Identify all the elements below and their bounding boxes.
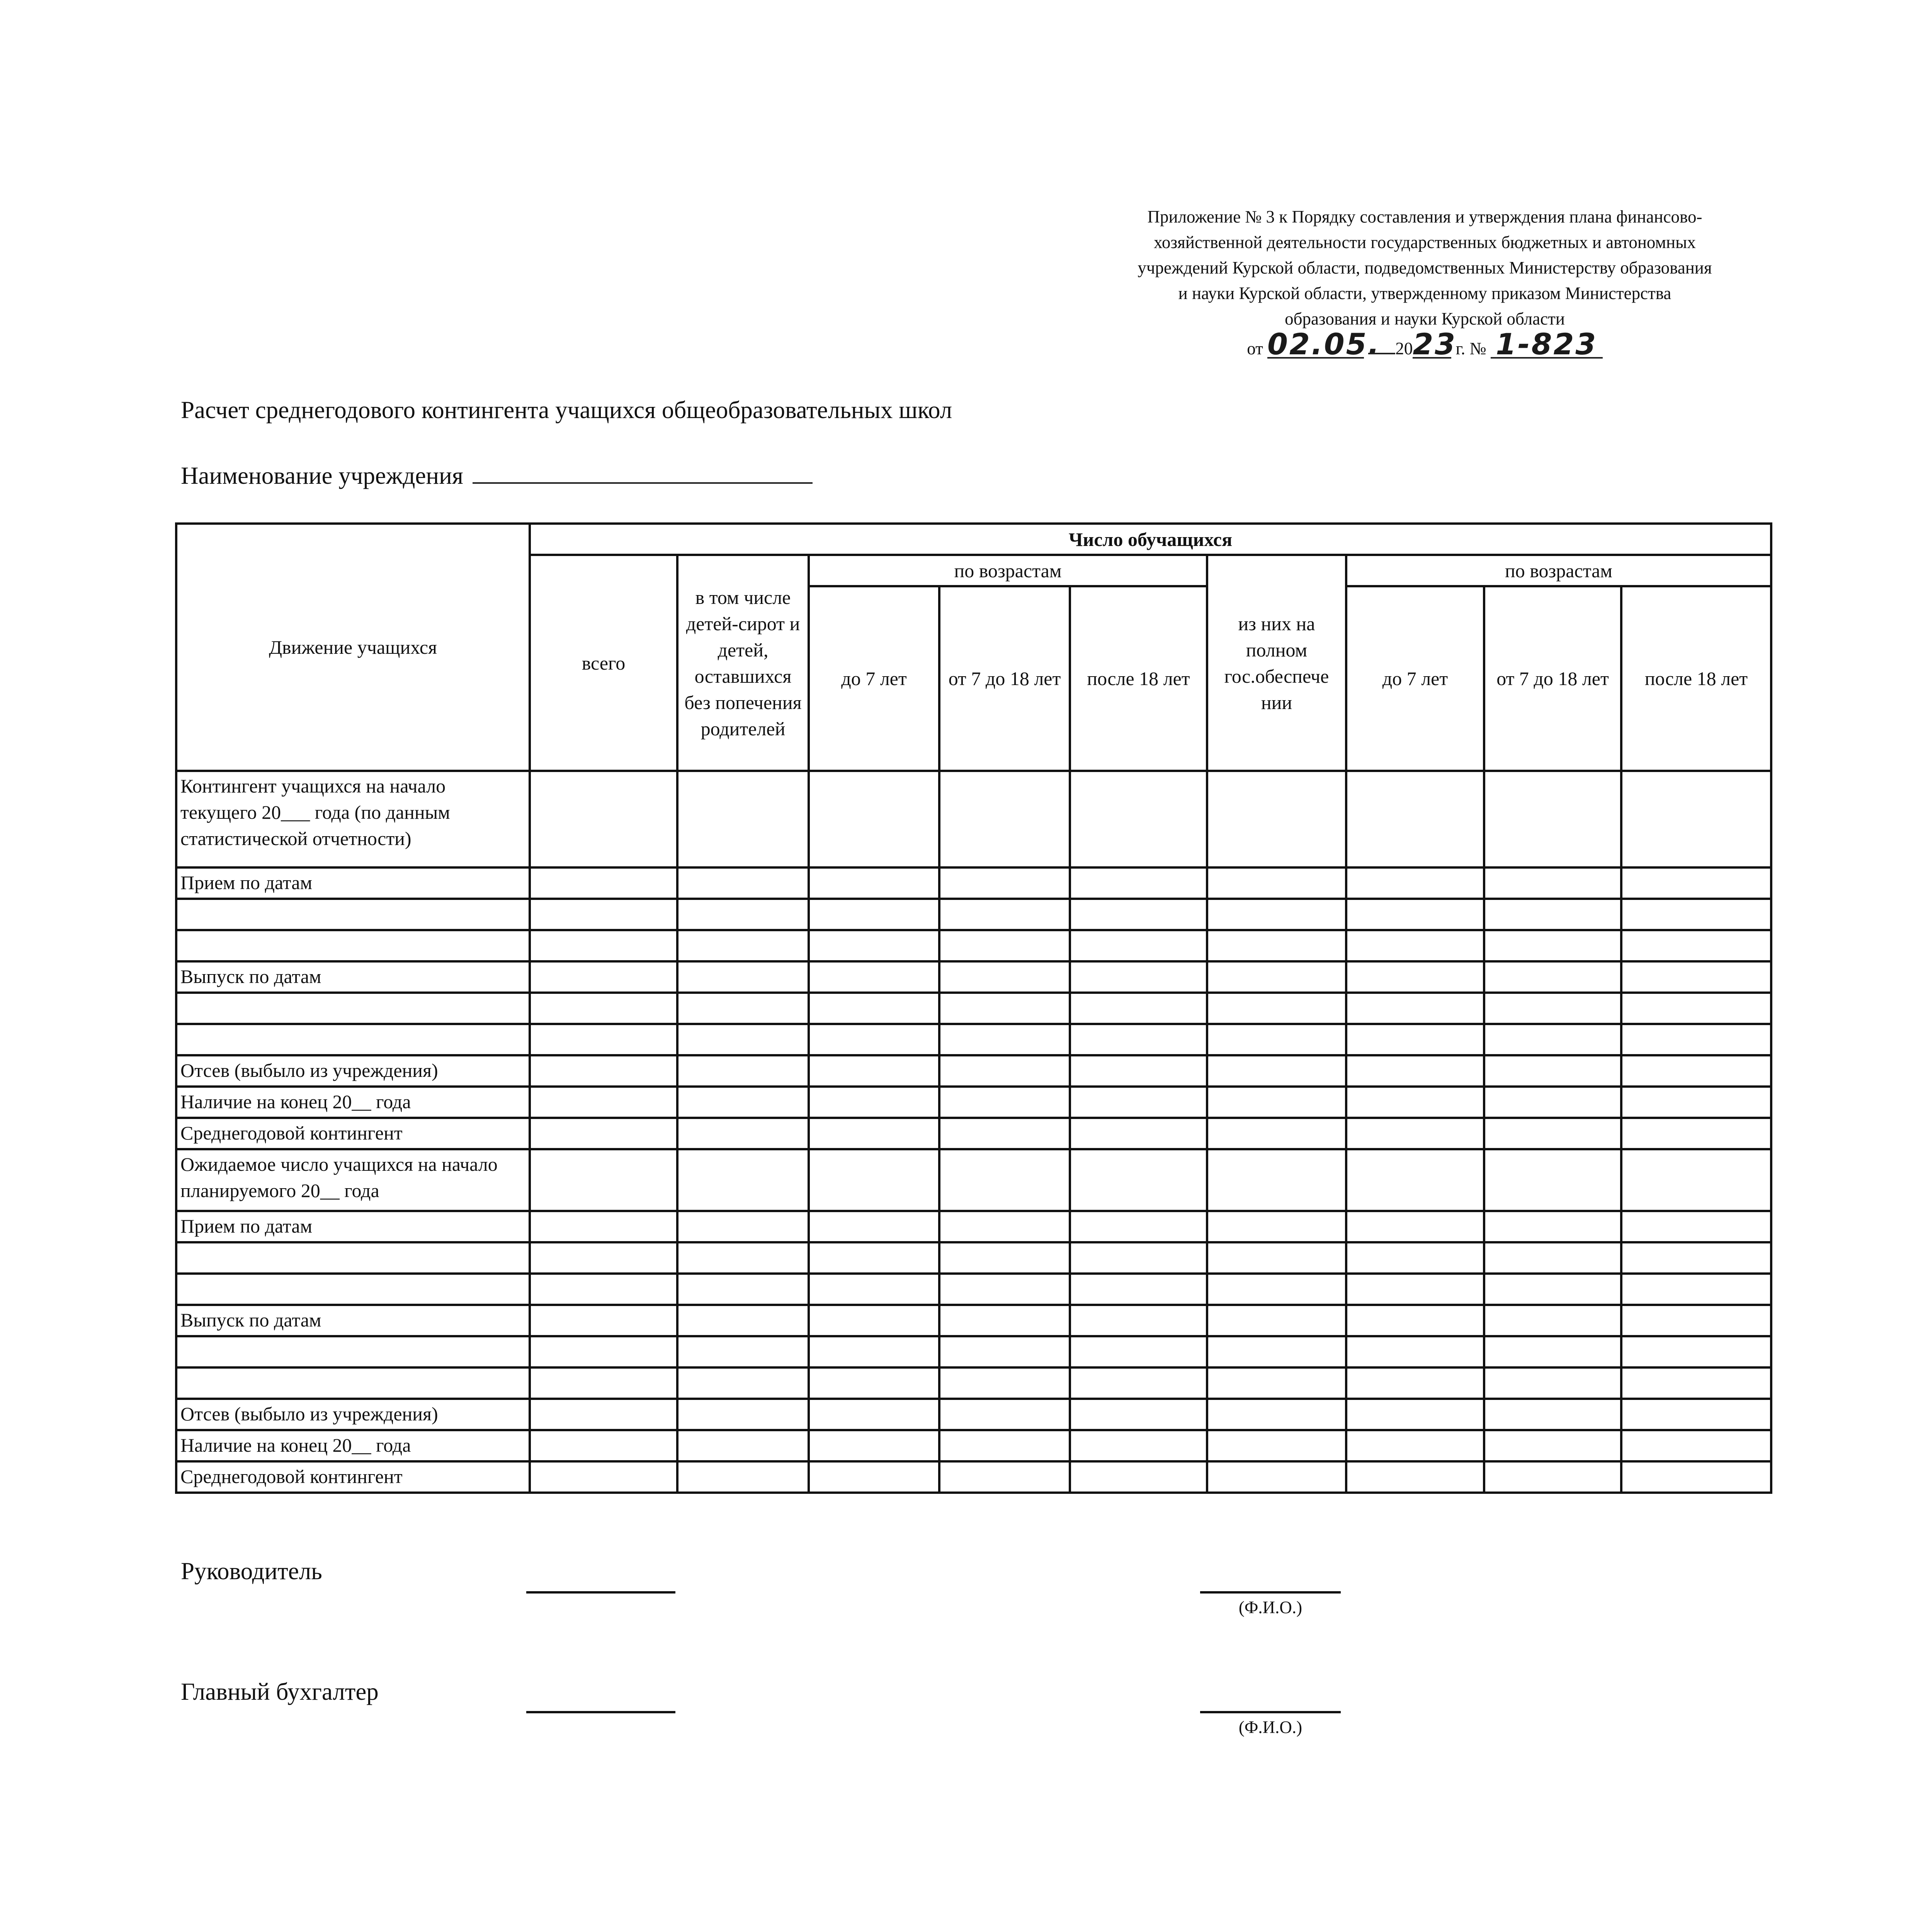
table-cell[interactable] xyxy=(1621,993,1771,1024)
table-cell[interactable] xyxy=(1484,1242,1621,1274)
header-total: всего xyxy=(530,555,677,771)
table-row xyxy=(176,961,1771,993)
table-cell[interactable] xyxy=(939,1118,1070,1149)
row-label xyxy=(176,899,530,930)
row-label: Прием по датам xyxy=(176,1211,530,1242)
table-cell[interactable] xyxy=(1207,1367,1346,1399)
table-cell[interactable] xyxy=(939,1087,1070,1118)
table-cell[interactable] xyxy=(677,1087,809,1118)
table-cell[interactable] xyxy=(677,930,809,961)
table-cell[interactable] xyxy=(1207,1399,1346,1430)
table-row xyxy=(176,1242,1771,1274)
table-cell[interactable] xyxy=(1070,1274,1207,1305)
table-cell[interactable] xyxy=(1207,1242,1346,1274)
table-cell[interactable] xyxy=(1346,1367,1484,1399)
table-cell[interactable] xyxy=(677,1367,809,1399)
table-cell[interactable] xyxy=(809,1399,939,1430)
order-year: 23 xyxy=(1413,327,1457,361)
table-cell[interactable] xyxy=(1070,1087,1207,1118)
table-cell[interactable] xyxy=(530,1305,677,1336)
appendix-line: и науки Курской области, утвержденному приказом Министерства xyxy=(1178,284,1671,303)
table-cell[interactable] xyxy=(530,961,677,993)
table-cell[interactable] xyxy=(1070,1211,1207,1242)
contingent-table xyxy=(175,522,1772,1494)
table-cell[interactable] xyxy=(677,1242,809,1274)
table-cell[interactable] xyxy=(530,1118,677,1149)
table-cell[interactable] xyxy=(1484,1274,1621,1305)
table-cell[interactable] xyxy=(530,1055,677,1087)
table-cell[interactable] xyxy=(1346,1461,1484,1493)
table-cell[interactable] xyxy=(1207,1461,1346,1493)
table-cell[interactable] xyxy=(1070,1118,1207,1149)
table-cell[interactable] xyxy=(1346,1274,1484,1305)
row-label xyxy=(176,930,530,961)
table-cell[interactable] xyxy=(1346,899,1484,930)
table-cell[interactable] xyxy=(1346,771,1484,867)
table-cell[interactable] xyxy=(530,771,677,867)
table-cell[interactable] xyxy=(939,1274,1070,1305)
table-cell[interactable] xyxy=(1207,771,1346,867)
table-cell[interactable] xyxy=(1207,1305,1346,1336)
table-cell[interactable] xyxy=(809,1305,939,1336)
table-row xyxy=(176,771,1771,867)
table-row xyxy=(176,1024,1771,1055)
table-cell[interactable] xyxy=(1070,1399,1207,1430)
table-cell[interactable] xyxy=(939,1461,1070,1493)
table-cell[interactable] xyxy=(1484,1430,1621,1461)
table-cell[interactable] xyxy=(1207,1274,1346,1305)
table-cell[interactable] xyxy=(1346,1305,1484,1336)
header-by-age: по возрастам xyxy=(1346,555,1771,586)
order-prefix: от xyxy=(1247,339,1263,358)
table-cell[interactable] xyxy=(939,1430,1070,1461)
table-cell[interactable] xyxy=(1070,1055,1207,1087)
table-row xyxy=(176,930,1771,961)
table-cell[interactable] xyxy=(530,1399,677,1430)
table-cell[interactable] xyxy=(1346,930,1484,961)
table-cell[interactable] xyxy=(530,993,677,1024)
table-cell[interactable] xyxy=(939,1367,1070,1399)
table-cell[interactable] xyxy=(1207,1024,1346,1055)
accountant-fio-caption: (Ф.И.О.) xyxy=(1238,1718,1302,1737)
table-cell[interactable] xyxy=(1070,899,1207,930)
table-cell[interactable] xyxy=(530,867,677,899)
table-row xyxy=(176,1149,1771,1211)
table-cell[interactable] xyxy=(1346,867,1484,899)
row-label: Среднегодовой контингент xyxy=(176,1118,530,1149)
table-cell[interactable] xyxy=(1346,1118,1484,1149)
row-label: Наличие на конец 20__ года xyxy=(176,1087,530,1118)
head-name-line[interactable] xyxy=(1200,1591,1341,1594)
table-row xyxy=(176,1367,1771,1399)
table-cell[interactable] xyxy=(939,930,1070,961)
table-cell[interactable] xyxy=(939,1149,1070,1211)
header-state-support: из них на полном гос.обеспече нии xyxy=(1207,555,1346,771)
accountant-signature-line[interactable] xyxy=(526,1711,675,1713)
table-cell[interactable] xyxy=(530,899,677,930)
accountant-name-line[interactable] xyxy=(1200,1711,1341,1713)
header-students-count: Число обучащихся xyxy=(530,524,1771,555)
table-cell[interactable] xyxy=(1621,771,1771,867)
table-cell[interactable] xyxy=(677,1305,809,1336)
table-cell[interactable] xyxy=(530,1274,677,1305)
table-cell[interactable] xyxy=(677,1274,809,1305)
row-label: Прием по датам xyxy=(176,867,530,899)
table-cell[interactable] xyxy=(1484,1399,1621,1430)
table-cell[interactable] xyxy=(1621,867,1771,899)
row-label: Отсев (выбыло из учреждения) xyxy=(176,1399,530,1430)
row-label xyxy=(176,1274,530,1305)
table-cell[interactable] xyxy=(530,930,677,961)
table-cell[interactable] xyxy=(1070,771,1207,867)
row-label xyxy=(176,1367,530,1399)
table-cell[interactable] xyxy=(1070,961,1207,993)
table-cell[interactable] xyxy=(1346,1149,1484,1211)
table-row xyxy=(176,867,1771,899)
table-cell[interactable] xyxy=(677,993,809,1024)
order-reference xyxy=(1080,327,1770,361)
table-cell[interactable] xyxy=(1621,1087,1771,1118)
table-cell[interactable] xyxy=(1346,1087,1484,1118)
table-cell[interactable] xyxy=(1484,867,1621,899)
appendix-line: образования и науки Курской области xyxy=(1285,309,1565,328)
table-cell[interactable] xyxy=(809,1242,939,1274)
table-cell[interactable] xyxy=(809,930,939,961)
table-cell[interactable] xyxy=(1621,1149,1771,1211)
table-cell[interactable] xyxy=(1484,1055,1621,1087)
table-cell[interactable] xyxy=(1207,1211,1346,1242)
table-cell[interactable] xyxy=(1207,867,1346,899)
row-label: Среднегодовой контингент xyxy=(176,1461,530,1493)
order-date: 02.05. xyxy=(1267,327,1381,361)
order-year-suffix: г. № xyxy=(1456,339,1486,358)
table-row xyxy=(176,1087,1771,1118)
table-cell[interactable] xyxy=(530,1211,677,1242)
table-cell[interactable] xyxy=(1621,1274,1771,1305)
table-cell[interactable] xyxy=(1621,1399,1771,1430)
table-cell[interactable] xyxy=(1207,899,1346,930)
table-cell[interactable] xyxy=(1484,1367,1621,1399)
organization-blank[interactable] xyxy=(473,467,813,484)
table-cell[interactable] xyxy=(1346,1430,1484,1461)
table-cell[interactable] xyxy=(1484,930,1621,961)
table-cell[interactable] xyxy=(1346,1024,1484,1055)
table-cell[interactable] xyxy=(1070,867,1207,899)
table-cell[interactable] xyxy=(1070,1461,1207,1493)
table-cell[interactable] xyxy=(677,899,809,930)
table-cell[interactable] xyxy=(809,1024,939,1055)
table-cell[interactable] xyxy=(1484,899,1621,930)
table-cell[interactable] xyxy=(809,961,939,993)
table-cell[interactable] xyxy=(939,771,1070,867)
table-cell[interactable] xyxy=(530,1149,677,1211)
table-body xyxy=(176,771,1771,1493)
header-under-7: до 7 лет xyxy=(1346,586,1484,771)
row-label: Наличие на конец 20__ года xyxy=(176,1430,530,1461)
table-cell[interactable] xyxy=(809,1087,939,1118)
table-cell[interactable] xyxy=(1070,1149,1207,1211)
table-cell[interactable] xyxy=(1484,1149,1621,1211)
table-cell[interactable] xyxy=(530,1336,677,1367)
header-orphans: в том числе детей-сирот и детей, оставшихся без попечения родителей xyxy=(677,555,809,771)
table-row xyxy=(176,1305,1771,1336)
row-label: Выпуск по датам xyxy=(176,1305,530,1336)
appendix-line: учреждений Курской области, подведомственных Министерству образования xyxy=(1138,258,1712,277)
table-cell[interactable] xyxy=(939,899,1070,930)
table-cell[interactable] xyxy=(1070,1242,1207,1274)
table-cell[interactable] xyxy=(1070,993,1207,1024)
table-cell[interactable] xyxy=(1484,1024,1621,1055)
appendix-line: Приложение № 3 к Порядку составления и утверждения плана финансово- xyxy=(1147,207,1702,226)
table-cell[interactable] xyxy=(809,1430,939,1461)
head-label: Руководитель xyxy=(181,1558,322,1585)
table-cell[interactable] xyxy=(1207,1430,1346,1461)
table-cell[interactable] xyxy=(809,1367,939,1399)
table-cell[interactable] xyxy=(1346,1211,1484,1242)
table-cell[interactable] xyxy=(809,1274,939,1305)
table-cell[interactable] xyxy=(677,771,809,867)
table-row xyxy=(176,1399,1771,1430)
table-cell[interactable] xyxy=(1621,1336,1771,1367)
table-cell[interactable] xyxy=(809,1055,939,1087)
table-row xyxy=(176,1055,1771,1087)
header-after-18: после 18 лет xyxy=(1621,586,1771,771)
table-cell[interactable] xyxy=(1346,1336,1484,1367)
table-cell[interactable] xyxy=(677,1336,809,1367)
table-cell[interactable] xyxy=(530,1024,677,1055)
table-cell[interactable] xyxy=(1070,930,1207,961)
table-cell[interactable] xyxy=(939,993,1070,1024)
table-cell[interactable] xyxy=(1070,1430,1207,1461)
table-cell[interactable] xyxy=(1346,1055,1484,1087)
table-cell[interactable] xyxy=(809,993,939,1024)
row-label xyxy=(176,1242,530,1274)
table-cell[interactable] xyxy=(1346,1399,1484,1430)
table-cell[interactable] xyxy=(939,867,1070,899)
table-cell[interactable] xyxy=(530,1461,677,1493)
table-cell[interactable] xyxy=(1621,1461,1771,1493)
table-cell[interactable] xyxy=(1484,1336,1621,1367)
table-row xyxy=(176,1461,1771,1493)
row-label: Отсев (выбыло из учреждения) xyxy=(176,1055,530,1087)
table-cell[interactable] xyxy=(1207,993,1346,1024)
table-cell[interactable] xyxy=(1621,899,1771,930)
table-cell[interactable] xyxy=(1207,1087,1346,1118)
table-cell[interactable] xyxy=(939,1305,1070,1336)
table-cell[interactable] xyxy=(530,1430,677,1461)
header-movement: Движение учащихся xyxy=(176,524,530,771)
table-cell[interactable] xyxy=(1484,771,1621,867)
table-cell[interactable] xyxy=(939,1399,1070,1430)
table-cell[interactable] xyxy=(677,1430,809,1461)
table-cell[interactable] xyxy=(1621,1242,1771,1274)
table-cell[interactable] xyxy=(1621,930,1771,961)
table-cell[interactable] xyxy=(677,1461,809,1493)
table-row xyxy=(176,993,1771,1024)
table-cell[interactable] xyxy=(939,1211,1070,1242)
table-cell[interactable] xyxy=(809,771,939,867)
table-cell[interactable] xyxy=(939,1055,1070,1087)
table-cell[interactable] xyxy=(1621,1211,1771,1242)
table-cell[interactable] xyxy=(1621,1367,1771,1399)
table-cell[interactable] xyxy=(1346,961,1484,993)
table-row xyxy=(176,1430,1771,1461)
table-cell[interactable] xyxy=(1070,1336,1207,1367)
table-cell[interactable] xyxy=(809,1336,939,1367)
table-cell[interactable] xyxy=(1070,1305,1207,1336)
table-cell[interactable] xyxy=(809,1149,939,1211)
table-cell[interactable] xyxy=(1207,1118,1346,1149)
row-label xyxy=(176,993,530,1024)
table-row xyxy=(176,1211,1771,1242)
table-cell[interactable] xyxy=(1207,1336,1346,1367)
table-cell[interactable] xyxy=(1207,1055,1346,1087)
document-title: Расчет среднегодового контингента учащихся общеобразовательных школ xyxy=(181,396,952,423)
table-cell[interactable] xyxy=(939,1024,1070,1055)
table-cell[interactable] xyxy=(677,1024,809,1055)
table-row xyxy=(176,899,1771,930)
table-cell[interactable] xyxy=(1484,961,1621,993)
head-fio-caption: (Ф.И.О.) xyxy=(1238,1598,1302,1617)
table-cell[interactable] xyxy=(677,1149,809,1211)
appendix-line: хозяйственной деятельности государственных бюджетных и автономных xyxy=(1154,233,1696,252)
row-label xyxy=(176,1024,530,1055)
table-cell[interactable] xyxy=(939,1336,1070,1367)
table-cell[interactable] xyxy=(677,1399,809,1430)
accountant-label: Главный бухгалтер xyxy=(181,1678,379,1705)
table-cell[interactable] xyxy=(809,899,939,930)
table-cell[interactable] xyxy=(677,867,809,899)
organization-label: Наименование учреждения xyxy=(181,462,463,489)
table-cell[interactable] xyxy=(1484,1461,1621,1493)
table-row xyxy=(176,1336,1771,1367)
table-cell[interactable] xyxy=(677,1211,809,1242)
table-cell[interactable] xyxy=(1484,993,1621,1024)
table-cell[interactable] xyxy=(1070,1367,1207,1399)
row-label: Ожидаемое число учащихся на начало планируемого 20__ года xyxy=(176,1149,530,1211)
order-year-prefix: 20 xyxy=(1395,339,1413,358)
table-cell[interactable] xyxy=(1621,1305,1771,1336)
table-cell[interactable] xyxy=(939,961,1070,993)
table-cell[interactable] xyxy=(1346,993,1484,1024)
organization-field xyxy=(181,462,813,490)
table-cell[interactable] xyxy=(1484,1087,1621,1118)
table-cell[interactable] xyxy=(1621,961,1771,993)
table-cell[interactable] xyxy=(1621,1118,1771,1149)
table-cell[interactable] xyxy=(809,1461,939,1493)
header-after-18: после 18 лет xyxy=(1070,586,1207,771)
appendix-note xyxy=(1080,204,1770,361)
header-7-to-18: от 7 до 18 лет xyxy=(939,586,1070,771)
table-cell[interactable] xyxy=(1346,1242,1484,1274)
header-under-7: до 7 лет xyxy=(809,586,939,771)
table-cell[interactable] xyxy=(677,961,809,993)
row-label: Выпуск по датам xyxy=(176,961,530,993)
table-cell[interactable] xyxy=(1207,961,1346,993)
table-cell[interactable] xyxy=(1207,1149,1346,1211)
order-number: 1-823 xyxy=(1491,332,1603,359)
table-row xyxy=(176,1274,1771,1305)
table-cell[interactable] xyxy=(1621,1055,1771,1087)
table-cell[interactable] xyxy=(1621,1024,1771,1055)
head-signature-line[interactable] xyxy=(526,1591,675,1594)
table-cell[interactable] xyxy=(1484,1118,1621,1149)
row-label xyxy=(176,1336,530,1367)
table-cell[interactable] xyxy=(1484,1305,1621,1336)
table-cell[interactable] xyxy=(530,1242,677,1274)
table-cell[interactable] xyxy=(1484,1211,1621,1242)
table-row xyxy=(176,1118,1771,1149)
table-cell[interactable] xyxy=(1207,930,1346,961)
header-by-age: по возрастам xyxy=(809,555,1207,586)
header-7-to-18: от 7 до 18 лет xyxy=(1484,586,1621,771)
table-cell[interactable] xyxy=(939,1242,1070,1274)
table-cell[interactable] xyxy=(1621,1430,1771,1461)
table-cell[interactable] xyxy=(809,1118,939,1149)
table-cell[interactable] xyxy=(809,867,939,899)
table-cell[interactable] xyxy=(530,1087,677,1118)
table-cell[interactable] xyxy=(530,1367,677,1399)
table-cell[interactable] xyxy=(677,1118,809,1149)
table-cell[interactable] xyxy=(677,1055,809,1087)
table-cell[interactable] xyxy=(809,1211,939,1242)
table-cell[interactable] xyxy=(1070,1024,1207,1055)
row-label: Контингент учащихся на начало текущего 20___ года (по данным статистической отчетности) xyxy=(176,771,530,867)
